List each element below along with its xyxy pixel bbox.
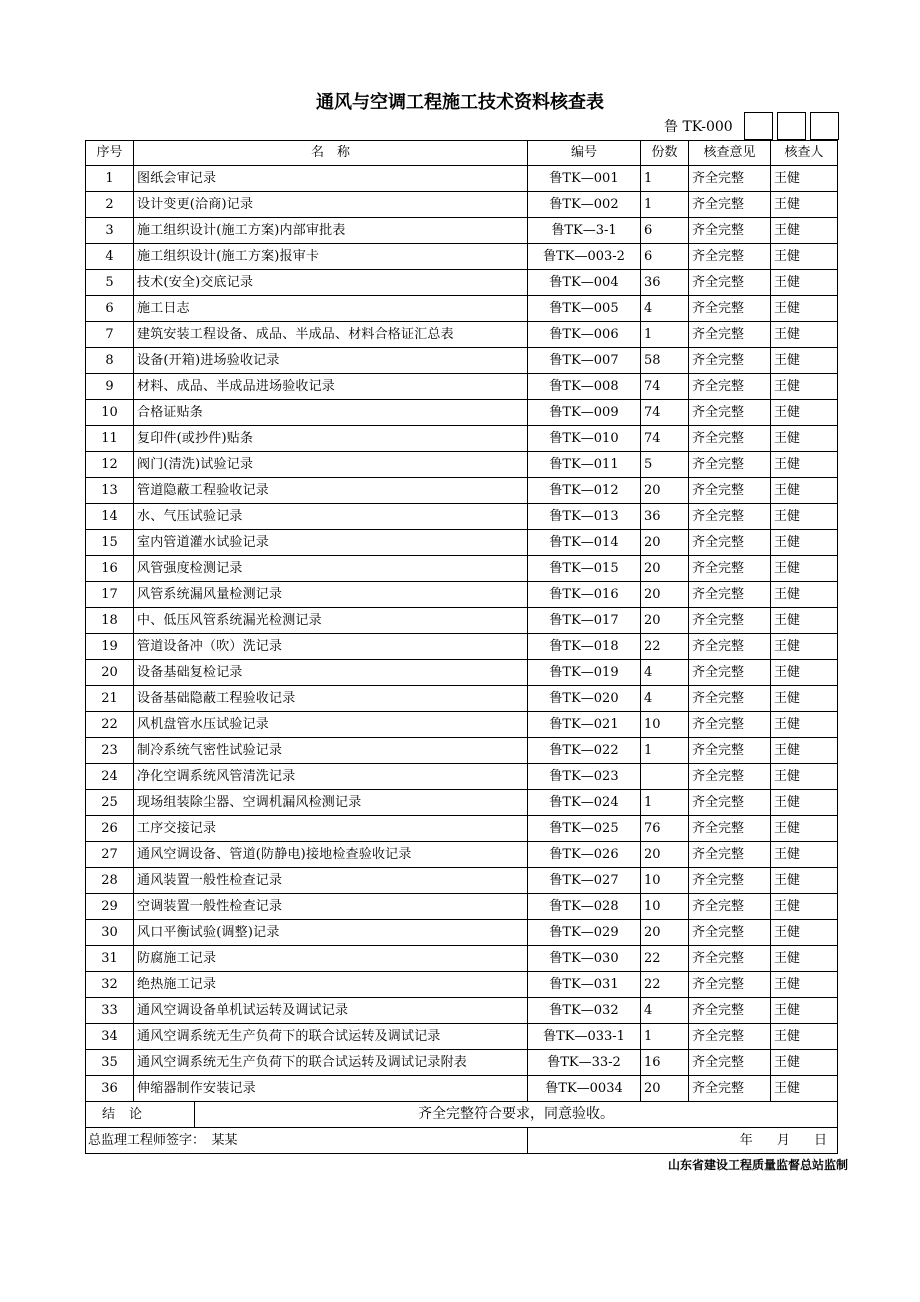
row-number: 鲁TK—003-2 — [528, 244, 641, 270]
row-name: 防腐施工记录 — [134, 946, 528, 972]
row-checker[interactable]: 王健 — [771, 452, 838, 478]
row-copies[interactable]: 20 — [641, 582, 689, 608]
table-row — [86, 946, 838, 972]
header-row — [86, 141, 838, 166]
row-copies[interactable]: 20 — [641, 920, 689, 946]
row-checker[interactable]: 王健 — [771, 1076, 838, 1102]
row-copies[interactable]: 20 — [641, 842, 689, 868]
row-copies[interactable] — [641, 764, 689, 790]
row-seq: 6 — [86, 296, 134, 322]
row-copies[interactable]: 36 — [641, 504, 689, 530]
row-checker[interactable]: 王健 — [771, 348, 838, 374]
row-name: 阀门(清洗)试验记录 — [134, 452, 528, 478]
header-name: 名 称 — [134, 141, 528, 166]
row-opinion[interactable]: 齐全完整 — [689, 270, 771, 296]
row-seq: 36 — [86, 1076, 134, 1102]
row-checker[interactable]: 王健 — [771, 608, 838, 634]
row-number: 鲁TK—028 — [528, 894, 641, 920]
row-name: 设备(开箱)进场验收记录 — [134, 348, 528, 374]
row-checker[interactable]: 王健 — [771, 972, 838, 998]
row-number: 鲁TK—008 — [528, 374, 641, 400]
row-opinion[interactable]: 齐全完整 — [689, 816, 771, 842]
row-name: 设备基础隐蔽工程验收记录 — [134, 686, 528, 712]
row-name: 风管强度检测记录 — [134, 556, 528, 582]
table-row — [86, 582, 838, 608]
row-seq: 28 — [86, 868, 134, 894]
row-name: 通风装置一般性检查记录 — [134, 868, 528, 894]
row-opinion[interactable]: 齐全完整 — [689, 738, 771, 764]
row-name: 管道隐蔽工程验收记录 — [134, 478, 528, 504]
row-checker[interactable]: 王健 — [771, 296, 838, 322]
issuer-footer: 山东省建设工程质量监督总站监制 — [667, 1158, 848, 1172]
row-seq: 26 — [86, 816, 134, 842]
row-opinion[interactable]: 齐全完整 — [689, 426, 771, 452]
row-checker[interactable]: 王健 — [771, 894, 838, 920]
row-seq: 12 — [86, 452, 134, 478]
header-checker: 核查人 — [771, 141, 838, 166]
row-copies[interactable]: 10 — [641, 894, 689, 920]
row-checker[interactable]: 王健 — [771, 842, 838, 868]
table-row — [86, 296, 838, 322]
row-checker[interactable]: 王健 — [771, 426, 838, 452]
table-body — [86, 166, 838, 1102]
row-name: 施工组织设计(施工方案)报审卡 — [134, 244, 528, 270]
code-box-3[interactable] — [810, 112, 839, 140]
row-copies[interactable]: 1 — [641, 1024, 689, 1050]
row-opinion[interactable]: 齐全完整 — [689, 634, 771, 660]
row-number: 鲁TK—004 — [528, 270, 641, 296]
table-row — [86, 556, 838, 582]
row-opinion[interactable]: 齐全完整 — [689, 478, 771, 504]
row-name: 绝热施工记录 — [134, 972, 528, 998]
table-row — [86, 764, 838, 790]
conclusion-text[interactable]: 齐全完整符合要求，同意验收。 — [195, 1102, 838, 1128]
row-copies[interactable]: 6 — [641, 244, 689, 270]
row-seq: 11 — [86, 426, 134, 452]
row-number: 鲁TK—023 — [528, 764, 641, 790]
form-code-row — [664, 112, 843, 140]
row-opinion[interactable]: 齐全完整 — [689, 686, 771, 712]
row-name: 工序交接记录 — [134, 816, 528, 842]
table-row — [86, 972, 838, 998]
signature-row — [86, 1128, 838, 1154]
check-table — [85, 140, 838, 1154]
table-row — [86, 504, 838, 530]
header-seq: 序号 — [86, 141, 134, 166]
row-name: 复印件(或抄件)贴条 — [134, 426, 528, 452]
table-row — [86, 1024, 838, 1050]
row-opinion[interactable]: 齐全完整 — [689, 166, 771, 192]
row-number: 鲁TK—024 — [528, 790, 641, 816]
row-opinion[interactable]: 齐全完整 — [689, 972, 771, 998]
row-seq: 27 — [86, 842, 134, 868]
row-name: 设备基础复检记录 — [134, 660, 528, 686]
table-row — [86, 1076, 838, 1102]
row-checker[interactable]: 王健 — [771, 582, 838, 608]
row-number: 鲁TK—001 — [528, 166, 641, 192]
form-code: 鲁 TK-000 — [664, 119, 733, 135]
row-number: 鲁TK—022 — [528, 738, 641, 764]
row-seq: 18 — [86, 608, 134, 634]
table-row — [86, 712, 838, 738]
row-name: 图纸会审记录 — [134, 166, 528, 192]
conclusion-label: 结论 — [86, 1102, 195, 1128]
row-name: 设计变更(洽商)记录 — [134, 192, 528, 218]
row-opinion[interactable]: 齐全完整 — [689, 660, 771, 686]
table-row — [86, 426, 838, 452]
table-row — [86, 270, 838, 296]
table-row — [86, 192, 838, 218]
row-name: 伸缩器制作安装记录 — [134, 1076, 528, 1102]
row-name: 风管系统漏风量检测记录 — [134, 582, 528, 608]
row-copies[interactable]: 4 — [641, 998, 689, 1024]
table-row — [86, 166, 838, 192]
row-name: 通风空调设备单机试运转及调试记录 — [134, 998, 528, 1024]
row-name: 现场组装除尘器、空调机漏风检测记录 — [134, 790, 528, 816]
row-seq: 13 — [86, 478, 134, 504]
row-name: 制冷系统气密性试验记录 — [134, 738, 528, 764]
table-row — [86, 686, 838, 712]
row-name: 空调装置一般性检查记录 — [134, 894, 528, 920]
row-checker[interactable]: 王健 — [771, 530, 838, 556]
row-seq: 10 — [86, 400, 134, 426]
row-checker[interactable]: 王健 — [771, 218, 838, 244]
row-seq: 25 — [86, 790, 134, 816]
row-checker[interactable]: 王健 — [771, 998, 838, 1024]
row-opinion[interactable]: 齐全完整 — [689, 764, 771, 790]
row-number: 鲁TK—3-1 — [528, 218, 641, 244]
row-checker[interactable]: 王健 — [771, 374, 838, 400]
row-opinion[interactable]: 齐全完整 — [689, 400, 771, 426]
row-opinion[interactable]: 齐全完整 — [689, 608, 771, 634]
row-name: 风口平衡试验(调整)记录 — [134, 920, 528, 946]
table-row — [86, 244, 838, 270]
row-name: 净化空调系统风管清洗记录 — [134, 764, 528, 790]
row-checker[interactable]: 王健 — [771, 816, 838, 842]
row-number: 鲁TK—009 — [528, 400, 641, 426]
row-opinion[interactable]: 齐全完整 — [689, 374, 771, 400]
row-checker[interactable]: 王健 — [771, 1024, 838, 1050]
row-checker[interactable]: 王健 — [771, 712, 838, 738]
row-seq: 16 — [86, 556, 134, 582]
row-seq: 35 — [86, 1050, 134, 1076]
table-row — [86, 660, 838, 686]
table-row — [86, 790, 838, 816]
row-copies[interactable]: 1 — [641, 322, 689, 348]
row-seq: 17 — [86, 582, 134, 608]
table-row — [86, 452, 838, 478]
row-opinion[interactable]: 齐全完整 — [689, 348, 771, 374]
row-number: 鲁TK—016 — [528, 582, 641, 608]
row-name: 通风空调系统无生产负荷下的联合试运转及调试记录 — [134, 1024, 528, 1050]
row-copies[interactable]: 16 — [641, 1050, 689, 1076]
table-row — [86, 816, 838, 842]
row-number: 鲁TK—010 — [528, 426, 641, 452]
row-name: 材料、成品、半成品进场验收记录 — [134, 374, 528, 400]
row-copies[interactable]: 20 — [641, 1076, 689, 1102]
row-seq: 20 — [86, 660, 134, 686]
row-opinion[interactable]: 齐全完整 — [689, 452, 771, 478]
row-name: 水、气压试验记录 — [134, 504, 528, 530]
header-opinion: 核查意见 — [689, 141, 771, 166]
row-name: 室内管道灌水试验记录 — [134, 530, 528, 556]
row-name: 中、低压风管系统漏光检测记录 — [134, 608, 528, 634]
row-name: 通风空调设备、管道(防静电)接地检查验收记录 — [134, 842, 528, 868]
row-copies[interactable]: 74 — [641, 426, 689, 452]
row-checker[interactable]: 王健 — [771, 400, 838, 426]
row-copies[interactable]: 76 — [641, 816, 689, 842]
row-seq: 8 — [86, 348, 134, 374]
row-number: 鲁TK—002 — [528, 192, 641, 218]
row-opinion[interactable]: 齐全完整 — [689, 556, 771, 582]
row-seq: 19 — [86, 634, 134, 660]
row-checker[interactable]: 王健 — [771, 270, 838, 296]
row-opinion[interactable]: 齐全完整 — [689, 322, 771, 348]
table-row — [86, 348, 838, 374]
row-seq: 15 — [86, 530, 134, 556]
row-number: 鲁TK—031 — [528, 972, 641, 998]
row-copies[interactable]: 74 — [641, 400, 689, 426]
row-checker[interactable]: 王健 — [771, 920, 838, 946]
row-opinion[interactable]: 齐全完整 — [689, 1024, 771, 1050]
row-number: 鲁TK—013 — [528, 504, 641, 530]
row-name: 建筑安装工程设备、成品、半成品、材料合格证汇总表 — [134, 322, 528, 348]
table-row — [86, 842, 838, 868]
row-number: 鲁TK—0034 — [528, 1076, 641, 1102]
row-copies[interactable]: 4 — [641, 686, 689, 712]
row-number: 鲁TK—007 — [528, 348, 641, 374]
conclusion-row — [86, 1102, 838, 1128]
row-copies[interactable]: 20 — [641, 530, 689, 556]
row-opinion[interactable]: 齐全完整 — [689, 998, 771, 1024]
row-seq: 4 — [86, 244, 134, 270]
row-seq: 9 — [86, 374, 134, 400]
table-row — [86, 322, 838, 348]
row-checker[interactable]: 王健 — [771, 322, 838, 348]
row-number: 鲁TK—032 — [528, 998, 641, 1024]
row-seq: 30 — [86, 920, 134, 946]
row-number: 鲁TK—005 — [528, 296, 641, 322]
row-checker[interactable]: 王健 — [771, 634, 838, 660]
row-copies[interactable]: 20 — [641, 556, 689, 582]
row-copies[interactable]: 74 — [641, 374, 689, 400]
row-opinion[interactable]: 齐全完整 — [689, 920, 771, 946]
row-number: 鲁TK—020 — [528, 686, 641, 712]
row-copies[interactable]: 1 — [641, 790, 689, 816]
row-opinion[interactable]: 齐全完整 — [689, 296, 771, 322]
table-row — [86, 738, 838, 764]
row-opinion[interactable]: 齐全完整 — [689, 244, 771, 270]
row-seq: 5 — [86, 270, 134, 296]
row-number: 鲁TK—018 — [528, 634, 641, 660]
row-copies[interactable]: 1 — [641, 738, 689, 764]
row-copies[interactable]: 10 — [641, 868, 689, 894]
row-seq: 29 — [86, 894, 134, 920]
row-seq: 1 — [86, 166, 134, 192]
row-seq: 22 — [86, 712, 134, 738]
row-copies[interactable]: 36 — [641, 270, 689, 296]
row-opinion[interactable]: 齐全完整 — [689, 192, 771, 218]
row-number: 鲁TK—017 — [528, 608, 641, 634]
row-number: 鲁TK—026 — [528, 842, 641, 868]
row-checker[interactable]: 王健 — [771, 504, 838, 530]
row-checker[interactable]: 王健 — [771, 192, 838, 218]
row-copies[interactable]: 20 — [641, 608, 689, 634]
row-opinion[interactable]: 齐全完整 — [689, 946, 771, 972]
row-number: 鲁TK—014 — [528, 530, 641, 556]
row-number: 鲁TK—012 — [528, 478, 641, 504]
row-copies[interactable]: 6 — [641, 218, 689, 244]
row-opinion[interactable]: 齐全完整 — [689, 218, 771, 244]
table-row — [86, 374, 838, 400]
row-number: 鲁TK—015 — [528, 556, 641, 582]
row-checker[interactable]: 王健 — [771, 868, 838, 894]
row-name: 通风空调系统无生产负荷下的联合试运转及调试记录附表 — [134, 1050, 528, 1076]
table-row — [86, 998, 838, 1024]
row-seq: 7 — [86, 322, 134, 348]
row-copies[interactable]: 20 — [641, 478, 689, 504]
table-row — [86, 868, 838, 894]
row-seq: 24 — [86, 764, 134, 790]
row-copies[interactable]: 4 — [641, 296, 689, 322]
row-seq: 32 — [86, 972, 134, 998]
row-name: 技术(安全)交底记录 — [134, 270, 528, 296]
row-seq: 23 — [86, 738, 134, 764]
row-number: 鲁TK—029 — [528, 920, 641, 946]
table-row — [86, 920, 838, 946]
code-box-2[interactable] — [777, 112, 806, 140]
row-number: 鲁TK—006 — [528, 322, 641, 348]
row-checker[interactable]: 王健 — [771, 244, 838, 270]
row-copies[interactable]: 58 — [641, 348, 689, 374]
row-seq: 34 — [86, 1024, 134, 1050]
row-number: 鲁TK—011 — [528, 452, 641, 478]
row-opinion[interactable]: 齐全完整 — [689, 530, 771, 556]
row-opinion[interactable]: 齐全完整 — [689, 842, 771, 868]
row-name: 风机盘管水压试验记录 — [134, 712, 528, 738]
row-checker[interactable]: 王健 — [771, 1050, 838, 1076]
row-copies[interactable]: 10 — [641, 712, 689, 738]
row-copies[interactable]: 1 — [641, 192, 689, 218]
row-checker[interactable]: 王健 — [771, 556, 838, 582]
row-number: 鲁TK—33-2 — [528, 1050, 641, 1076]
row-copies[interactable]: 5 — [641, 452, 689, 478]
row-copies[interactable]: 1 — [641, 166, 689, 192]
row-opinion[interactable]: 齐全完整 — [689, 868, 771, 894]
row-seq: 14 — [86, 504, 134, 530]
row-name: 管道设备冲（吹）洗记录 — [134, 634, 528, 660]
row-copies[interactable]: 22 — [641, 972, 689, 998]
row-seq: 33 — [86, 998, 134, 1024]
row-checker[interactable]: 王健 — [771, 946, 838, 972]
signature-label[interactable]: 总监理工程师签字： 某某 — [86, 1128, 528, 1154]
row-opinion[interactable]: 齐全完整 — [689, 712, 771, 738]
row-opinion[interactable]: 齐全完整 — [689, 582, 771, 608]
row-seq: 3 — [86, 218, 134, 244]
signature-date[interactable]: 年 月 日 — [528, 1128, 838, 1154]
row-opinion[interactable]: 齐全完整 — [689, 1076, 771, 1102]
table-row — [86, 218, 838, 244]
row-checker[interactable]: 王健 — [771, 166, 838, 192]
row-number: 鲁TK—025 — [528, 816, 641, 842]
row-opinion[interactable]: 齐全完整 — [689, 504, 771, 530]
code-box-1[interactable] — [744, 112, 773, 140]
row-seq: 31 — [86, 946, 134, 972]
row-copies[interactable]: 4 — [641, 660, 689, 686]
row-name: 施工日志 — [134, 296, 528, 322]
row-copies[interactable]: 22 — [641, 634, 689, 660]
row-checker[interactable]: 王健 — [771, 738, 838, 764]
page-title: 通风与空调工程施工技术资料核查表 — [316, 92, 604, 113]
row-opinion[interactable]: 齐全完整 — [689, 790, 771, 816]
table-row — [86, 608, 838, 634]
row-opinion[interactable]: 齐全完整 — [689, 894, 771, 920]
row-name: 合格证贴条 — [134, 400, 528, 426]
header-copies: 份数 — [641, 141, 689, 166]
row-checker[interactable]: 王健 — [771, 764, 838, 790]
row-opinion[interactable]: 齐全完整 — [689, 1050, 771, 1076]
table-row — [86, 1050, 838, 1076]
row-checker[interactable]: 王健 — [771, 790, 838, 816]
row-copies[interactable]: 22 — [641, 946, 689, 972]
row-seq: 21 — [86, 686, 134, 712]
row-number: 鲁TK—033-1 — [528, 1024, 641, 1050]
row-number: 鲁TK—027 — [528, 868, 641, 894]
row-number: 鲁TK—021 — [528, 712, 641, 738]
row-checker[interactable]: 王健 — [771, 660, 838, 686]
row-number: 鲁TK—030 — [528, 946, 641, 972]
row-seq: 2 — [86, 192, 134, 218]
row-checker[interactable]: 王健 — [771, 478, 838, 504]
table-row — [86, 530, 838, 556]
table-row — [86, 478, 838, 504]
table-row — [86, 400, 838, 426]
row-checker[interactable]: 王健 — [771, 686, 838, 712]
table-row — [86, 634, 838, 660]
header-number: 编号 — [528, 141, 641, 166]
table-row — [86, 894, 838, 920]
row-name: 施工组织设计(施工方案)内部审批表 — [134, 218, 528, 244]
row-number: 鲁TK—019 — [528, 660, 641, 686]
